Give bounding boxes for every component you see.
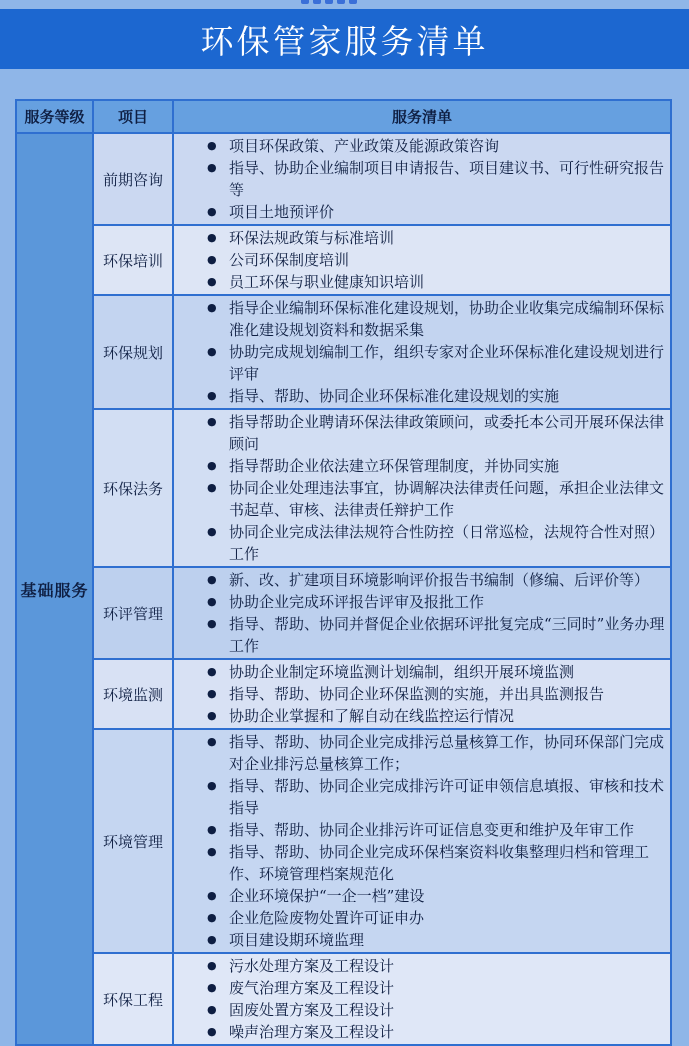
service-item — [174, 297, 668, 341]
page-title: 环保管家服务清单 — [200, 22, 489, 60]
project-cell: 环评管理 — [94, 568, 172, 658]
bullet-icon: ● — [207, 911, 217, 924]
bullet-icon: ● — [207, 139, 217, 152]
service-item — [174, 201, 668, 223]
service-item-list — [174, 569, 668, 657]
service-item-text: 协同企业处理违法事宜，协调解决法律责任问题，承担企业法律文书起草、审核、法律责任辩护工作 — [229, 479, 665, 519]
clipped-text-artifact — [301, 0, 357, 4]
bullet-icon: ● — [207, 823, 217, 836]
service-item-text: 指导企业编制环保标准化建设规划，协助企业收集完成编制环保标准化建设规划资料和数据采集 — [229, 299, 665, 339]
service-item-text: 新、改、扩建项目环境影响评价报告书编制（修编、后评价等） — [229, 571, 650, 589]
service-item — [174, 1021, 668, 1043]
artifact-glyph-fragment — [313, 0, 321, 4]
service-item-text: 项目环保政策、产业政策及能源政策咨询 — [229, 137, 500, 155]
services-cell — [174, 730, 670, 952]
bullet-icon: ● — [207, 275, 217, 288]
service-item-list — [174, 227, 668, 293]
bullet-icon: ● — [207, 253, 217, 266]
bullet-icon: ● — [207, 459, 217, 472]
bullet-icon: ● — [207, 981, 217, 994]
service-item — [174, 569, 668, 591]
project-cell: 环境管理 — [94, 730, 172, 952]
service-item-text: 指导、帮助、协同企业排污许可证信息变更和维护及年审工作 — [229, 821, 635, 839]
service-item — [174, 907, 668, 929]
service-item-text: 固废处置方案及工程设计 — [229, 1001, 395, 1019]
services-cell — [174, 226, 670, 294]
service-item — [174, 661, 668, 683]
service-item-text: 废气治理方案及工程设计 — [229, 979, 395, 997]
service-item — [174, 977, 668, 999]
service-item-text: 指导帮助企业依法建立环保管理制度，并协同实施 — [229, 457, 560, 475]
title-band — [0, 9, 689, 69]
service-item — [174, 341, 668, 385]
services-cell — [174, 568, 670, 658]
project-cell: 环境监测 — [94, 660, 172, 728]
bullet-icon: ● — [207, 161, 217, 174]
service-item-text: 指导、帮助、协同企业完成环保档案资料收集整理归档和管理工作、环境管理档案规范化 — [229, 843, 650, 883]
bullet-icon: ● — [207, 573, 217, 586]
service-item — [174, 157, 668, 201]
bullet-icon: ● — [207, 415, 217, 428]
service-item — [174, 819, 668, 841]
service-item-text: 协助完成规划编制工作，组织专家对企业环保标准化建设规划进行评审 — [229, 343, 665, 383]
services-cell — [174, 134, 670, 224]
bullet-icon: ● — [207, 889, 217, 902]
bullet-icon: ● — [207, 735, 217, 748]
artifact-glyph-fragment — [325, 0, 333, 4]
column-header-service-list: 服务清单 — [174, 101, 670, 132]
project-cell: 环保工程 — [94, 954, 172, 1044]
bullet-icon: ● — [207, 345, 217, 358]
artifact-glyph-fragment — [301, 0, 309, 4]
bullet-icon: ● — [207, 709, 217, 722]
service-item-text: 指导、帮助、协同企业环保监测的实施，并出具监测报告 — [229, 685, 605, 703]
service-item-text: 指导、帮助、协同企业环保标准化建设规划的实施 — [229, 387, 560, 405]
service-item — [174, 385, 668, 407]
service-item-text: 企业环境保护“一企一档”建设 — [229, 887, 425, 905]
service-item-text: 协同企业完成法律法规符合性防控（日常巡检，法规符合性对照）工作 — [229, 523, 665, 563]
service-item — [174, 683, 668, 705]
bullet-icon: ● — [207, 205, 217, 218]
bullet-icon: ● — [207, 933, 217, 946]
bullet-icon: ● — [207, 389, 217, 402]
services-cell — [174, 954, 670, 1044]
service-item-list — [174, 297, 668, 407]
service-item-text: 项目土地预评价 — [229, 203, 335, 221]
service-item — [174, 521, 668, 565]
project-cell: 环保培训 — [94, 226, 172, 294]
service-item — [174, 929, 668, 951]
column-header-project: 项目 — [94, 101, 172, 132]
service-item-text: 污水处理方案及工程设计 — [229, 957, 395, 975]
artifact-glyph-fragment — [349, 0, 357, 4]
service-item-text: 噪声治理方案及工程设计 — [229, 1023, 395, 1041]
service-item-text: 员工环保与职业健康知识培训 — [229, 273, 425, 291]
service-item-text: 协助企业掌握和了解自动在线监控运行情况 — [229, 707, 515, 725]
bullet-icon: ● — [207, 665, 217, 678]
bullet-icon: ● — [207, 845, 217, 858]
service-item — [174, 135, 668, 157]
service-item — [174, 885, 668, 907]
bullet-icon: ● — [207, 687, 217, 700]
bullet-icon: ● — [207, 1003, 217, 1016]
column-header-service-level: 服务等级 — [17, 101, 92, 132]
service-item-text: 项目建设期环境监理 — [229, 931, 365, 949]
service-item-list — [174, 661, 668, 727]
service-item — [174, 249, 668, 271]
service-item — [174, 227, 668, 249]
service-item — [174, 591, 668, 613]
service-item-text: 协助企业完成环评报告评审及报批工作 — [229, 593, 485, 611]
service-item-list — [174, 731, 668, 951]
project-cell: 环保法务 — [94, 410, 172, 566]
service-item — [174, 613, 668, 657]
services-cell — [174, 660, 670, 728]
service-item — [174, 477, 668, 521]
bullet-icon: ● — [207, 301, 217, 314]
service-item — [174, 775, 668, 819]
service-item — [174, 705, 668, 727]
service-item — [174, 455, 668, 477]
bullet-icon: ● — [207, 231, 217, 244]
service-item-text: 环保法规政策与标准培训 — [229, 229, 395, 247]
project-cell: 环保规划 — [94, 296, 172, 408]
service-item-list — [174, 411, 668, 565]
bullet-icon: ● — [207, 617, 217, 630]
bullet-icon: ● — [207, 959, 217, 972]
service-item-text: 协助企业制定环境监测计划编制，组织开展环境监测 — [229, 663, 575, 681]
service-item — [174, 731, 668, 775]
service-level-cell: 基础服务 — [17, 134, 92, 1044]
service-item-text: 指导帮助企业聘请环保法律政策顾问，或委托本公司开展环保法律顾问 — [229, 413, 665, 453]
service-table — [15, 99, 672, 1046]
services-cell — [174, 296, 670, 408]
service-item-text: 指导、帮助、协同企业完成排污许可证申领信息填报、审核和技术指导 — [229, 777, 665, 817]
bullet-icon: ● — [207, 595, 217, 608]
service-item-text: 指导、帮助、协同并督促企业依据环评批复完成“三同时”业务办理工作 — [229, 615, 665, 655]
service-item-text: 公司环保制度培训 — [229, 251, 350, 269]
service-item — [174, 841, 668, 885]
service-item — [174, 271, 668, 293]
service-item-text: 企业危险废物处置许可证申办 — [229, 909, 425, 927]
project-cell: 前期咨询 — [94, 134, 172, 224]
service-item — [174, 999, 668, 1021]
service-item-text: 指导、协助企业编制项目申请报告、项目建议书、可行性研究报告等 — [229, 159, 665, 199]
service-item-list — [174, 955, 668, 1043]
service-item-list — [174, 135, 668, 223]
service-item-text: 指导、帮助、协同企业完成排污总量核算工作，协同环保部门完成对企业排污总量核算工作； — [229, 733, 665, 773]
bullet-icon: ● — [207, 525, 217, 538]
service-item — [174, 411, 668, 455]
bullet-icon: ● — [207, 481, 217, 494]
services-cell — [174, 410, 670, 566]
bullet-icon: ● — [207, 779, 217, 792]
bullet-icon: ● — [207, 1025, 217, 1038]
service-item — [174, 955, 668, 977]
artifact-glyph-fragment — [337, 0, 345, 4]
